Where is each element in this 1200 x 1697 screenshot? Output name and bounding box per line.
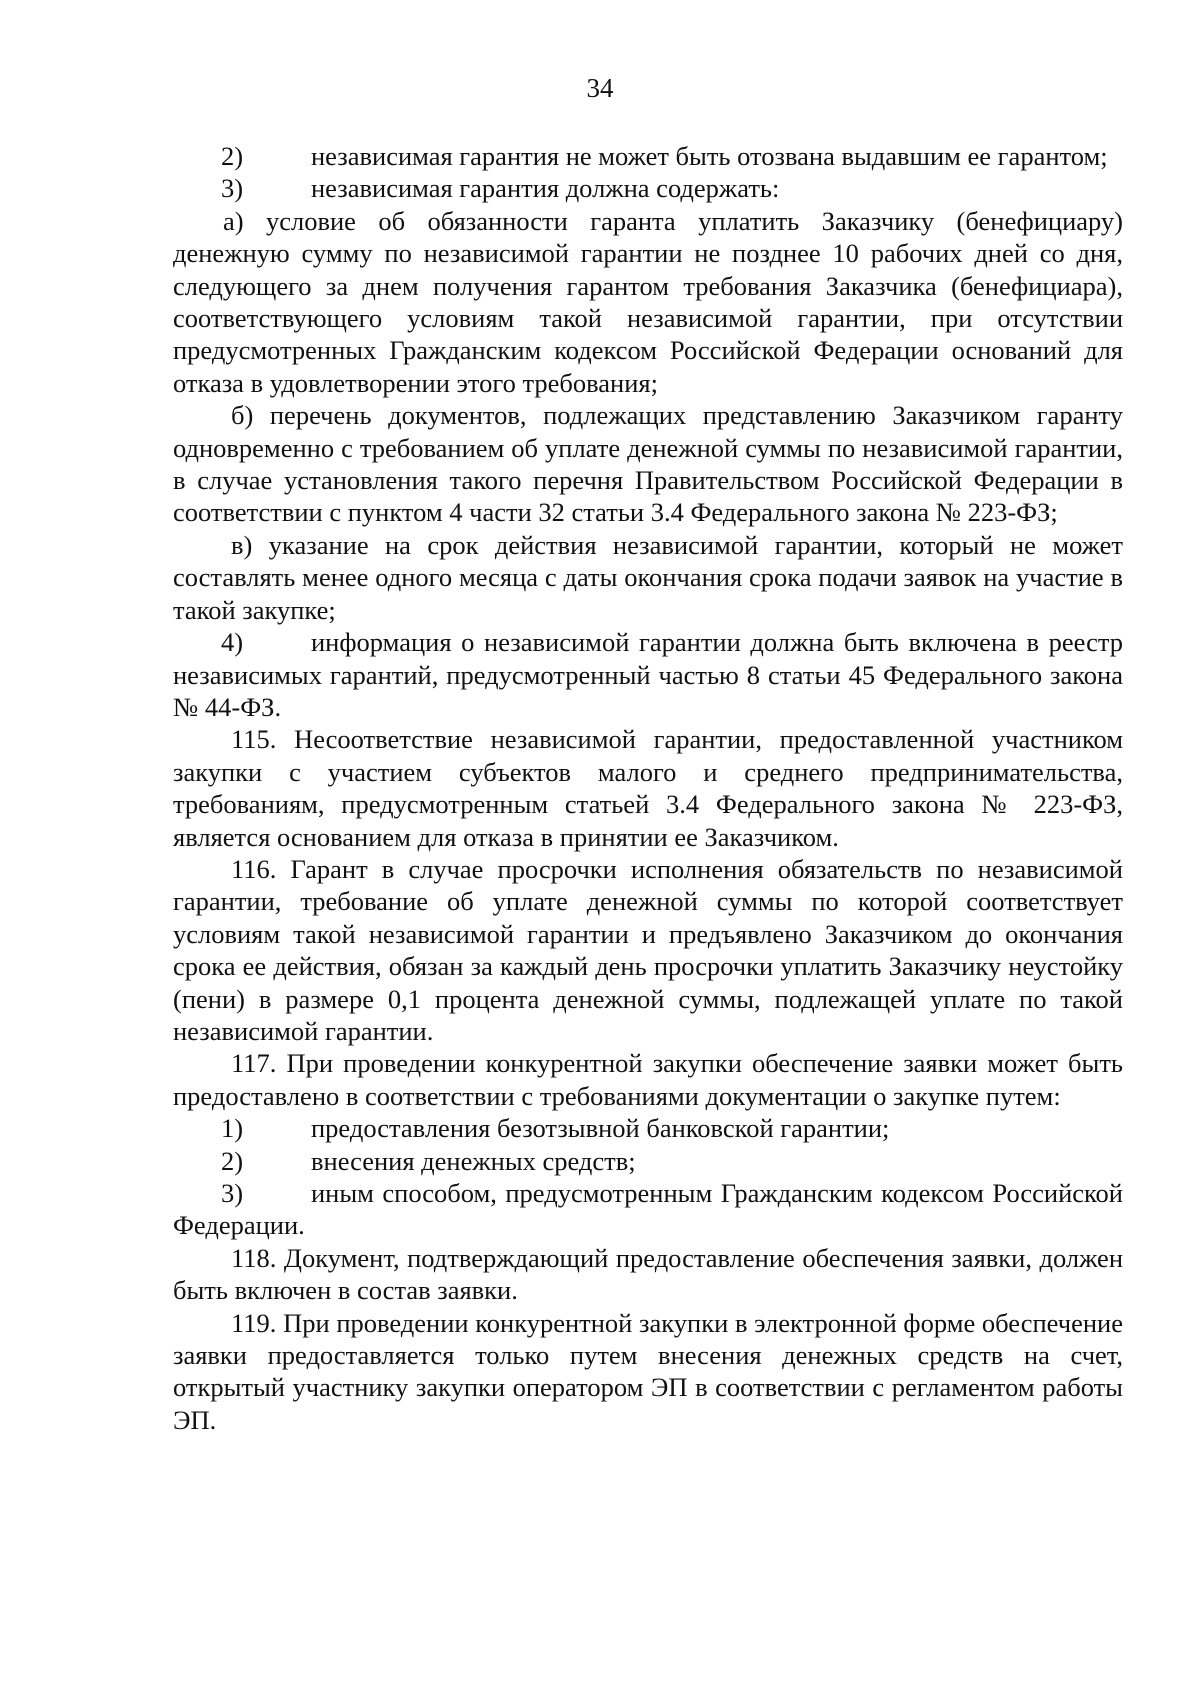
paragraph-118: 118. Документ, подтверждающий предоставление обеспечения заявки, должен быть включен в состав заявки. bbox=[173, 1242, 1123, 1306]
paragraph-subitem-a: а) условие об обязанности гаранта уплатить Заказчику (бенефициару) денежную сумму по независимой гарантии не позднее 10 рабочих дней со дня, следующего за днем получения гарантом требования Заказчика (бенефициара), соответствующего условиям такой независимой гарантии, при отсутствии предусмотренных Гражданским кодексом Российской Федерации оснований для отказа в удовлетворении этого требования; bbox=[173, 205, 1123, 398]
paragraph-subitem-v: в) указание на срок действия независимой гарантии, который не может составлять менее одного месяца с даты окончания срока подачи заявок на участие в такой закупке; bbox=[173, 529, 1123, 625]
document-body bbox=[173, 140, 1123, 1436]
list-item-number: 2) bbox=[221, 141, 244, 171]
list-item-number: 3) bbox=[221, 1178, 244, 1208]
list-item-text: иным способом, предусмотренным Гражданским кодексом Российской Федерации. bbox=[173, 1178, 1123, 1241]
paragraph-subitem-b: б) перечень документов, подлежащих представлению Заказчиком гаранту одновременно с требованием об уплате денежной суммы по независимой гарантии, в случае установления такого перечня Правительством Российской Федерации в соответствии с пунктом 4 части 32 статьи 3.4 Федерального закона № 223-ФЗ; bbox=[173, 400, 1123, 528]
paragraph-115: 115. Несоответствие независимой гарантии, предоставленной участником закупки с участием субъектов малого и среднего предпринимательства, требованиям, предусмотренным статьей 3.4 Федерального закона № 223-ФЗ, является основанием для отказа в принятии ее Заказчиком. bbox=[173, 724, 1123, 852]
list-item bbox=[173, 1112, 1123, 1144]
list-item bbox=[173, 140, 1123, 172]
list-item bbox=[173, 626, 1123, 723]
page-number: 34 bbox=[586, 73, 614, 103]
list-item-number: 4) bbox=[221, 627, 244, 658]
list-item-text: внесения денежных средств; bbox=[311, 1145, 636, 1176]
list-item-number: 1) bbox=[221, 1113, 244, 1144]
list-item-number: 2) bbox=[221, 1145, 244, 1176]
list-item bbox=[173, 1177, 1123, 1242]
list-item-number: 3) bbox=[221, 173, 244, 204]
list-item bbox=[173, 1145, 1123, 1177]
paragraph-119: 119. При проведении конкурентной закупки в электронной форме обеспечение заявки предоставляется только путем внесения денежных средств на счет, открытый участнику закупки оператором ЭП в соответствии с регламентом работы ЭП. bbox=[173, 1307, 1123, 1435]
list-item bbox=[173, 172, 1123, 204]
list-item-text: независимая гарантия не может быть отозвана выдавшим ее гарантом; bbox=[311, 141, 1108, 171]
list-item-text: независимая гарантия должна содержать: bbox=[311, 173, 780, 204]
paragraph-117: 117. При проведении конкурентной закупки обеспечение заявки может быть предоставлено в соответствии с требованиями документации о закупке путем: bbox=[173, 1048, 1123, 1111]
list-item-text: информация о независимой гарантии должна быть включена в реестр независимых гарантий, предусмотренный частью 8 статьи 45 Федерального закона № 44-ФЗ. bbox=[173, 627, 1123, 722]
list-item-text: предоставления безотзывной банковской гарантии; bbox=[311, 1113, 890, 1144]
paragraph-116: 116. Гарант в случае просрочки исполнения обязательств по независимой гарантии, требование об уплате денежной суммы по которой соответствует условиям такой независимой гарантии и предъявлено Заказчиком до окончания срока ее действия, обязан за каждый день просрочки уплатить Заказчику неустойку (пени) в размере 0,1 процента денежной суммы, подлежащей уплате по такой независимой гарантии. bbox=[173, 853, 1123, 1046]
